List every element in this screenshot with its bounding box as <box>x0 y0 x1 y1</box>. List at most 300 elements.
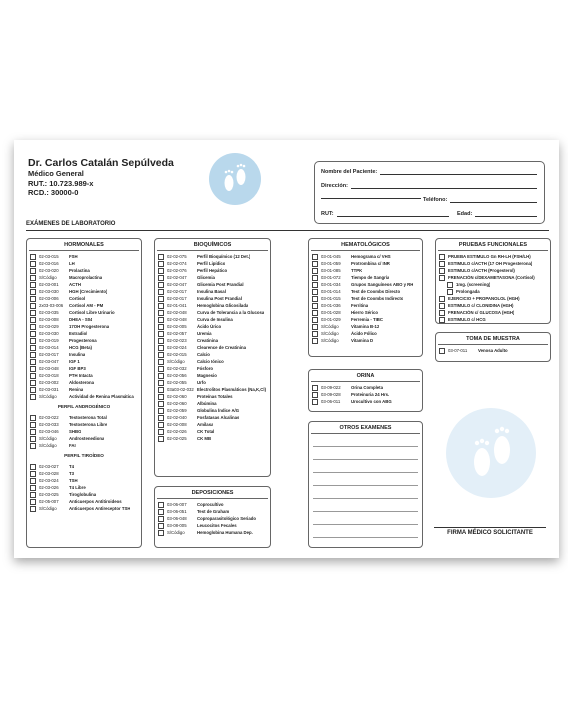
checkbox[interactable] <box>30 380 36 386</box>
exam-item[interactable] <box>158 372 267 379</box>
section-title: EXÁMENES DE LABORATORIO <box>26 221 116 227</box>
exam-label: Orina Completa <box>351 385 383 390</box>
checkbox[interactable] <box>158 331 164 337</box>
write-line[interactable] <box>313 486 418 499</box>
exam-code: 02-02-017 <box>167 289 187 294</box>
exam-item[interactable] <box>439 260 547 267</box>
exam-item[interactable] <box>312 288 419 295</box>
exam-item[interactable] <box>30 302 138 309</box>
exam-code: 02-03-024 <box>39 478 59 483</box>
exam-label: ACTH <box>69 282 81 287</box>
write-line[interactable] <box>313 460 418 473</box>
checkbox[interactable] <box>158 317 164 323</box>
exam-item[interactable] <box>312 398 419 405</box>
exam-code: 03-01-036 <box>321 303 341 308</box>
exam-item[interactable] <box>158 274 267 281</box>
exam-item[interactable] <box>30 323 138 330</box>
exam-item[interactable] <box>30 351 138 358</box>
checkbox[interactable] <box>30 373 36 379</box>
hematologicos-box <box>308 238 423 357</box>
exam-label: Perfil Lipídico <box>197 261 226 266</box>
exam-item[interactable] <box>30 421 138 428</box>
checkbox[interactable] <box>158 261 164 267</box>
checkbox[interactable] <box>312 317 318 323</box>
exam-label: Grupos Sanguíneos ABO y RH <box>351 282 414 287</box>
exam-item[interactable] <box>30 442 138 449</box>
exam-code: 03-09-022 <box>321 385 341 390</box>
exam-code: 02-02-047 <box>167 282 187 287</box>
exam-label: FRENACIÓN c/ GLUCOSA (HGH) <box>448 310 515 315</box>
exam-item[interactable] <box>312 295 419 302</box>
checkbox[interactable] <box>158 401 164 407</box>
exam-item[interactable] <box>158 515 267 522</box>
checkbox[interactable] <box>312 324 318 330</box>
exam-item[interactable] <box>158 407 267 414</box>
checkbox[interactable] <box>30 506 36 512</box>
exam-label: Perfil Hepático <box>197 268 228 273</box>
exam-label: Globulina Índice A/G <box>197 408 240 413</box>
exam-code: 02-05-007 <box>39 499 59 504</box>
checkbox[interactable] <box>158 429 164 435</box>
exam-label: Test de Graham <box>197 509 230 514</box>
exam-item[interactable] <box>30 379 138 386</box>
exam-label: FSH <box>69 254 78 259</box>
exam-item[interactable] <box>439 347 547 354</box>
exam-code: 02-03-035 <box>39 310 59 315</box>
exam-item[interactable] <box>158 337 267 344</box>
exam-label: ESTIMULO c/ACTH (Progesterol) <box>448 268 515 273</box>
exam-code: 02-03-030 <box>39 289 59 294</box>
exam-item[interactable] <box>30 253 138 260</box>
exam-label: Vitamina D <box>351 338 374 343</box>
checkbox[interactable] <box>312 399 318 405</box>
address-field[interactable]: Dirección: <box>321 183 537 189</box>
exam-label: Venosa Adulto <box>478 348 508 353</box>
checkbox[interactable] <box>158 509 164 515</box>
exam-item[interactable] <box>30 372 138 379</box>
exam-label: Hierro Sérico <box>351 310 378 315</box>
write-line[interactable] <box>313 512 418 525</box>
checkbox[interactable] <box>30 352 36 358</box>
exam-item[interactable] <box>30 358 138 365</box>
checkbox[interactable] <box>158 268 164 274</box>
checkbox[interactable] <box>30 324 36 330</box>
exam-code: 03-07-011 <box>448 348 468 353</box>
checkbox[interactable] <box>439 303 445 309</box>
age-field[interactable]: Edad: <box>457 211 537 217</box>
checkbox[interactable] <box>439 296 445 302</box>
checkbox[interactable] <box>312 392 318 398</box>
exam-code: 03-01-029 <box>321 317 341 322</box>
exam-code: 03-09-028 <box>321 392 341 397</box>
exam-label: Amilasa <box>197 422 214 427</box>
exam-code: S/Código <box>39 394 57 399</box>
footprints-watermark-icon <box>446 408 536 498</box>
exam-label: TSH <box>69 478 78 483</box>
checkbox[interactable] <box>312 261 318 267</box>
checkbox[interactable] <box>30 366 36 372</box>
exam-label: Cortisol <box>69 296 86 301</box>
exam-item[interactable] <box>158 309 267 316</box>
checkbox[interactable] <box>158 387 164 393</box>
exam-label: HGH (Crecimiento) <box>69 289 108 294</box>
checkbox[interactable] <box>30 499 36 505</box>
checkbox[interactable] <box>158 254 164 260</box>
checkbox[interactable] <box>158 380 164 386</box>
checkbox[interactable] <box>30 492 36 498</box>
footprints-logo-icon <box>209 153 261 205</box>
checkbox[interactable] <box>30 268 36 274</box>
exam-item[interactable] <box>158 379 267 386</box>
checkbox[interactable] <box>158 366 164 372</box>
exam-label: Insulina <box>69 352 86 357</box>
checkbox[interactable] <box>30 443 36 449</box>
exam-item[interactable] <box>439 309 547 316</box>
exam-code: 02-03-048 <box>39 366 59 371</box>
exam-code: 02-02-048 <box>167 317 187 322</box>
exam-item[interactable] <box>312 316 419 323</box>
exam-code: S/Código <box>39 275 57 280</box>
write-line[interactable] <box>313 499 418 512</box>
exam-item[interactable] <box>30 260 138 267</box>
exam-item[interactable] <box>158 253 267 260</box>
checkbox[interactable] <box>30 289 36 295</box>
exam-code: 02-03-033 <box>39 422 59 427</box>
exam-item[interactable] <box>439 274 547 281</box>
checkbox[interactable] <box>30 429 36 435</box>
exam-label: Urocultivo con ABG <box>351 399 392 404</box>
exam-item[interactable] <box>30 288 138 295</box>
checkbox[interactable] <box>158 359 164 365</box>
checkbox[interactable] <box>312 338 318 344</box>
exam-item[interactable] <box>30 281 138 288</box>
exam-label: T4 <box>69 464 75 469</box>
checkbox[interactable] <box>312 289 318 295</box>
checkbox[interactable] <box>30 415 36 421</box>
exam-item[interactable] <box>312 274 419 281</box>
address-line-2[interactable] <box>321 197 421 199</box>
exam-item[interactable] <box>30 337 138 344</box>
exam-item[interactable] <box>158 281 267 288</box>
exam-code: 03-06-007 <box>167 502 187 507</box>
exam-code: 02-02-005 <box>167 324 187 329</box>
exam-label: Hemoglobina Glicosilada <box>197 303 249 308</box>
exam-item[interactable] <box>30 267 138 274</box>
exam-label: Progesterona <box>69 338 97 343</box>
exam-item[interactable] <box>158 508 267 515</box>
checkbox[interactable] <box>30 471 36 477</box>
checkbox[interactable] <box>158 523 164 529</box>
checkbox[interactable] <box>30 478 36 484</box>
checkbox[interactable] <box>312 331 318 337</box>
write-line[interactable] <box>313 525 418 538</box>
checkbox[interactable] <box>312 303 318 309</box>
exam-code: 02-02-040 <box>167 415 187 420</box>
exam-label: ESTIMULO c/ CLONIDINA (HGH) <box>448 303 514 308</box>
doctor-title: Médico General <box>28 169 84 178</box>
exam-item[interactable] <box>312 260 419 267</box>
exam-code: 03-01-085 <box>321 268 341 273</box>
exam-label: Hemograma c/ VHS <box>351 254 391 259</box>
exam-item[interactable] <box>30 295 138 302</box>
exam-item[interactable] <box>312 323 419 330</box>
exam-item[interactable] <box>30 393 138 400</box>
checkbox[interactable] <box>439 275 445 281</box>
exam-item[interactable] <box>30 505 138 512</box>
exam-item[interactable] <box>30 365 138 372</box>
checkbox[interactable] <box>312 254 318 260</box>
exam-item[interactable] <box>158 428 267 435</box>
exam-code: 02-03-026 <box>39 485 59 490</box>
exam-item[interactable] <box>158 421 267 428</box>
checkbox[interactable] <box>439 254 445 260</box>
checkbox[interactable] <box>158 422 164 428</box>
exam-item[interactable] <box>158 295 267 302</box>
exam-item[interactable] <box>312 253 419 260</box>
checkbox[interactable] <box>439 348 445 354</box>
checkbox[interactable] <box>158 530 164 536</box>
exam-label: Clearence de Creatinina <box>197 345 246 350</box>
exam-label: Insulina Basal <box>197 289 226 294</box>
exam-item[interactable] <box>447 281 547 288</box>
exam-label: Prolongada <box>456 289 480 294</box>
checkbox[interactable] <box>158 282 164 288</box>
checkbox[interactable] <box>447 282 453 288</box>
exam-item[interactable] <box>158 435 267 442</box>
checkbox[interactable] <box>439 317 445 323</box>
exam-label: Testosterona Total <box>69 415 107 420</box>
exam-item[interactable] <box>439 295 547 302</box>
exam-item[interactable] <box>439 253 547 260</box>
checkbox[interactable] <box>312 310 318 316</box>
divider <box>26 230 549 231</box>
exam-label: Actividad de Renina Plasmática <box>69 394 134 399</box>
checkbox[interactable] <box>30 394 36 400</box>
exam-code: 02-03-020 <box>39 268 59 273</box>
exam-item[interactable] <box>158 501 267 508</box>
checkbox[interactable] <box>158 303 164 309</box>
checkbox[interactable] <box>158 310 164 316</box>
checkbox[interactable] <box>158 324 164 330</box>
checkbox[interactable] <box>30 345 36 351</box>
exam-item[interactable] <box>158 330 267 337</box>
checkbox[interactable] <box>30 387 36 393</box>
exam-item[interactable] <box>158 358 267 365</box>
exam-code: 02-02-059 <box>167 408 187 413</box>
exam-item[interactable] <box>30 477 138 484</box>
checkbox[interactable] <box>158 436 164 442</box>
checkbox[interactable] <box>158 289 164 295</box>
exam-item[interactable] <box>158 351 267 358</box>
exam-item[interactable] <box>312 281 419 288</box>
checkbox[interactable] <box>312 385 318 391</box>
exam-code: 02-02-056 <box>167 373 187 378</box>
exam-item[interactable] <box>158 365 267 372</box>
write-line[interactable] <box>313 447 418 460</box>
checkbox[interactable] <box>439 268 445 274</box>
exam-item[interactable] <box>30 330 138 337</box>
exam-item[interactable] <box>312 337 419 344</box>
exam-item[interactable] <box>158 386 267 393</box>
checkbox[interactable] <box>30 303 36 309</box>
exam-label: Uremia <box>197 331 212 336</box>
checkbox[interactable] <box>30 275 36 281</box>
exam-item[interactable] <box>30 386 138 393</box>
exam-item[interactable] <box>312 302 419 309</box>
checkbox[interactable] <box>158 516 164 522</box>
checkbox[interactable] <box>30 422 36 428</box>
exam-item[interactable] <box>158 344 267 351</box>
exam-code: 03-06-048 <box>167 516 187 521</box>
exam-item[interactable] <box>30 414 138 421</box>
checkbox[interactable] <box>30 282 36 288</box>
checkbox[interactable] <box>158 275 164 281</box>
exam-item[interactable] <box>158 522 267 529</box>
checkbox[interactable] <box>30 310 36 316</box>
checkbox[interactable] <box>439 261 445 267</box>
exam-code: 02-02-075 <box>167 254 187 259</box>
exam-item[interactable] <box>158 529 267 536</box>
exam-label: Androstenediona <box>69 436 105 441</box>
exam-label: Ferremia - TIBC <box>351 317 383 322</box>
exam-item[interactable] <box>158 267 267 274</box>
exam-item[interactable] <box>439 267 547 274</box>
exam-item[interactable] <box>158 323 267 330</box>
exam-item[interactable] <box>30 463 138 470</box>
checkbox[interactable] <box>312 296 318 302</box>
exam-label: Fósforo <box>197 366 213 371</box>
doctor-rut: RUT.: 10.723.989-x <box>28 179 94 188</box>
exam-item[interactable] <box>158 288 267 295</box>
checkbox[interactable] <box>158 338 164 344</box>
exam-label: Cortisol AM - PM <box>69 303 104 308</box>
hormonales-box <box>26 238 142 548</box>
exam-code: 03-01-015 <box>321 296 341 301</box>
orina-title: ORINA <box>311 370 420 382</box>
exam-item[interactable] <box>312 330 419 337</box>
exam-label: Magnesio <box>197 373 217 378</box>
checkbox[interactable] <box>30 464 36 470</box>
phone-field[interactable]: Teléfono: <box>423 197 537 203</box>
exam-item[interactable] <box>439 302 547 309</box>
checkbox[interactable] <box>158 408 164 414</box>
exam-code: 02-01-041 <box>167 303 187 308</box>
checkbox[interactable] <box>30 296 36 302</box>
exam-label: Glicemia Post Prandial <box>197 282 244 287</box>
exam-item[interactable] <box>30 491 138 498</box>
exam-item[interactable] <box>158 302 267 309</box>
exam-item[interactable] <box>30 435 138 442</box>
checkbox[interactable] <box>30 261 36 267</box>
exam-code: 02-03-019 <box>39 338 59 343</box>
exam-item[interactable] <box>30 484 138 491</box>
write-line[interactable] <box>313 434 418 447</box>
exam-item[interactable] <box>30 274 138 281</box>
rut-field[interactable]: RUT: <box>321 211 449 217</box>
exam-item[interactable] <box>158 414 267 421</box>
exam-label: Cortisol Libre Urinario <box>69 310 115 315</box>
exam-item[interactable] <box>30 316 138 323</box>
exam-item[interactable] <box>158 400 267 407</box>
exam-label: ESTIMULO c/ACTH (17 OH Progesterona) <box>448 261 533 266</box>
checkbox[interactable] <box>30 254 36 260</box>
checkbox[interactable] <box>447 289 453 295</box>
checkbox[interactable] <box>312 268 318 274</box>
exam-code: 02-02-055 <box>167 380 187 385</box>
exam-code: 02-03-031 <box>39 387 59 392</box>
exam-item[interactable] <box>30 309 138 316</box>
checkbox[interactable] <box>158 502 164 508</box>
exam-label: Curva de Tolerancia a la Glucosa <box>197 310 265 315</box>
exam-item[interactable] <box>312 267 419 274</box>
exam-code: 02-03-015 <box>39 254 59 259</box>
exam-item[interactable] <box>312 384 419 391</box>
checkbox[interactable] <box>30 338 36 344</box>
checkbox[interactable] <box>158 415 164 421</box>
checkbox[interactable] <box>158 352 164 358</box>
exam-code: 02-02-060 <box>167 394 187 399</box>
exam-code: 03-01-014 <box>321 289 341 294</box>
checkbox[interactable] <box>312 275 318 281</box>
exam-code: 02-02-023 <box>167 338 187 343</box>
exam-code: 02-03-001 <box>39 282 59 287</box>
checkbox[interactable] <box>158 296 164 302</box>
exam-label: Test de Coombs Indirecto <box>351 296 404 301</box>
checkbox[interactable] <box>30 436 36 442</box>
exam-item[interactable] <box>312 391 419 398</box>
exam-item[interactable] <box>158 316 267 323</box>
patient-name-field[interactable]: Nombre del Paciente: <box>321 169 537 175</box>
exam-label: Curva de Insulina <box>197 317 233 322</box>
exam-item[interactable] <box>30 344 138 351</box>
exam-item[interactable] <box>439 316 547 323</box>
doctor-name: Dr. Carlos Catalán Sepúlveda <box>28 157 174 169</box>
checkbox[interactable] <box>158 373 164 379</box>
exam-code: 02-03-025 <box>39 492 59 497</box>
exam-code: 02-02-048 <box>167 310 187 315</box>
checkbox[interactable] <box>30 331 36 337</box>
checkbox[interactable] <box>312 282 318 288</box>
write-line[interactable] <box>313 473 418 486</box>
exam-item[interactable] <box>158 393 267 400</box>
orina-box <box>308 369 423 412</box>
exam-code: 03-06-011 <box>321 399 341 404</box>
checkbox[interactable] <box>439 310 445 316</box>
checkbox[interactable] <box>30 359 36 365</box>
exam-code: 02-02-015 <box>167 352 187 357</box>
exam-code: 02-02-047 <box>167 275 187 280</box>
checkbox[interactable] <box>158 345 164 351</box>
checkbox[interactable] <box>30 317 36 323</box>
otros-examenes-title: OTROS EXAMENES <box>311 422 420 434</box>
exam-item[interactable] <box>447 288 547 295</box>
exam-item[interactable] <box>30 428 138 435</box>
exam-code: 02-03-046 <box>39 429 59 434</box>
exam-item[interactable] <box>30 498 138 505</box>
exam-item[interactable] <box>312 309 419 316</box>
checkbox[interactable] <box>158 394 164 400</box>
otros-lines[interactable] <box>309 434 422 538</box>
exam-code: 2x03-03-006 <box>39 303 64 308</box>
exam-label: Insulina Post Prandial <box>197 296 242 301</box>
exam-label: Calcio <box>197 352 210 357</box>
exam-code: 02-02-076 <box>167 268 187 273</box>
exam-item[interactable] <box>30 470 138 477</box>
exam-code: 03-01-072 <box>321 275 341 280</box>
exam-item[interactable] <box>158 260 267 267</box>
exam-label: Perfil Bioquímico (12 Det.) <box>197 254 251 259</box>
checkbox[interactable] <box>30 485 36 491</box>
